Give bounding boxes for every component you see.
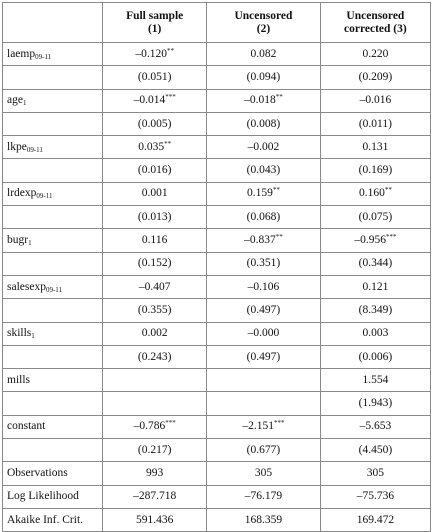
row-variable-cell — [3, 252, 103, 275]
row-value-cell-c3 — [320, 439, 430, 462]
table-row — [3, 439, 431, 462]
row-value-cell-c2 — [207, 485, 321, 508]
row-variable-cell — [3, 159, 103, 182]
row-value-cell-c2 — [207, 159, 321, 182]
significance-stars: ** — [166, 46, 174, 55]
row-value-cell-c1 — [103, 439, 207, 462]
row-value-cell-c1 — [103, 206, 207, 229]
row-value-cell-c1 — [103, 159, 207, 182]
table-row — [3, 229, 431, 252]
row-value: (0.677) — [246, 443, 281, 456]
table-row — [3, 136, 431, 159]
row-value-cell-c3 — [320, 206, 430, 229]
row-variable-cell — [3, 369, 103, 392]
row-variable-name: bugr — [7, 234, 29, 247]
table-row — [3, 369, 431, 392]
row-value: –0.018 — [244, 94, 276, 107]
row-variable-name: Observations — [7, 466, 68, 479]
table-row — [3, 345, 431, 368]
significance-stars: *** — [385, 233, 397, 242]
table-row — [3, 415, 431, 438]
row-value-cell-c3 — [320, 89, 430, 112]
row-variable-subscript: 1 — [22, 99, 27, 108]
header-uncensored-title: Uncensored — [234, 9, 293, 22]
row-value: 0.160 — [358, 187, 385, 200]
row-value-cell-c3 — [320, 322, 430, 345]
row-value: –287.718 — [133, 490, 177, 503]
row-value: 0.001 — [141, 187, 168, 200]
row-value-cell-c2 — [207, 345, 321, 368]
significance-stars: ** — [275, 233, 283, 242]
row-value: (0.152) — [137, 257, 172, 270]
table-row — [3, 159, 431, 182]
row-variable-subscript: 09-11 — [35, 52, 52, 61]
row-value-cell-c1 — [103, 392, 207, 415]
header-full-sample — [103, 3, 207, 43]
row-variable-cell — [3, 485, 103, 508]
row-value: 0.220 — [362, 47, 389, 60]
row-variable-name: lkpe — [7, 140, 27, 153]
row-variable-cell — [3, 43, 103, 66]
row-value-cell-c3 — [320, 392, 430, 415]
table-row — [3, 485, 431, 508]
header-uncensored-corrected-number: corrected (3) — [344, 22, 407, 35]
row-variable-subscript: 09-11 — [45, 285, 63, 294]
table-row — [3, 89, 431, 112]
row-value: (0.209) — [358, 70, 393, 83]
row-variable-name: mills — [7, 373, 31, 386]
table-row — [3, 392, 431, 415]
row-value-cell-c1 — [103, 322, 207, 345]
table-row — [3, 299, 431, 322]
significance-stars: ** — [384, 186, 392, 195]
row-value: –0.786 — [133, 420, 166, 433]
row-value: –0.120 — [135, 47, 167, 60]
row-value: 305 — [254, 466, 273, 479]
significance-stars: *** — [165, 419, 176, 428]
row-value: (0.043) — [246, 164, 281, 177]
row-variable-cell — [3, 415, 103, 438]
row-value: (8.349) — [358, 303, 393, 316]
row-variable-subscript: 1 — [28, 239, 32, 248]
row-value-cell-c1 — [103, 89, 207, 112]
row-variable-subscript: 09-11 — [26, 145, 43, 154]
row-value: 0.159 — [247, 187, 273, 200]
row-value: (0.497) — [246, 303, 281, 316]
row-value: (0.169) — [358, 164, 393, 177]
table-header-row — [3, 3, 431, 43]
row-value-cell-c3 — [320, 345, 430, 368]
row-variable-subscript: 09-11 — [36, 192, 53, 201]
row-value-cell-c2 — [207, 392, 321, 415]
row-value-cell-c3 — [320, 66, 430, 89]
row-value: 1.554 — [362, 373, 389, 386]
row-value: (0.011) — [358, 117, 392, 130]
row-value-cell-c1 — [103, 508, 207, 531]
row-value-cell-c1 — [103, 369, 207, 392]
row-variable-cell — [3, 275, 103, 298]
row-value-cell-c2 — [207, 439, 321, 462]
row-value: 993 — [146, 466, 164, 479]
row-value: –0.000 — [247, 327, 280, 340]
row-value: 168.359 — [244, 513, 283, 526]
row-value: (1.943) — [358, 397, 393, 410]
row-value: 169.472 — [356, 513, 395, 526]
header-uncensored — [207, 3, 321, 43]
row-value: (0.351) — [246, 257, 281, 270]
table-row — [3, 182, 431, 205]
row-value-cell-c2 — [207, 43, 321, 66]
row-value-cell-c1 — [103, 136, 207, 159]
row-value: (0.008) — [246, 117, 281, 130]
row-value-cell-c1 — [103, 112, 207, 135]
row-value-cell-c1 — [103, 229, 207, 252]
row-value-cell-c3 — [320, 252, 430, 275]
regression-table — [2, 2, 431, 532]
row-variable-subscript: 1 — [31, 332, 35, 341]
row-value-cell-c2 — [207, 182, 321, 205]
significance-stars: ** — [275, 93, 283, 102]
table-row — [3, 508, 431, 531]
row-value-cell-c1 — [103, 415, 207, 438]
row-value: 591.436 — [135, 513, 174, 526]
row-value: 0.131 — [362, 140, 389, 153]
row-variable-name: salesexp — [7, 280, 46, 293]
significance-stars: ** — [164, 139, 172, 148]
row-value: (0.051) — [137, 70, 172, 83]
table-row — [3, 66, 431, 89]
row-variable-name: constant — [7, 420, 46, 433]
row-variable-cell — [3, 439, 103, 462]
row-value-cell-c2 — [207, 508, 321, 531]
row-value-cell-c2 — [207, 136, 321, 159]
row-variable-name: age — [7, 94, 23, 107]
row-variable-cell — [3, 136, 103, 159]
row-value: (0.016) — [137, 164, 172, 177]
row-value-cell-c2 — [207, 112, 321, 135]
row-variable-cell — [3, 112, 103, 135]
row-value: (0.013) — [137, 210, 172, 223]
row-value-cell-c3 — [320, 508, 430, 531]
header-full-sample-title: Full sample — [126, 9, 184, 22]
row-value-cell-c3 — [320, 299, 430, 322]
row-value-cell-c3 — [320, 136, 430, 159]
row-value-cell-c1 — [103, 182, 207, 205]
header-uncensored-corrected-title: Uncensored — [346, 9, 405, 22]
table-row — [3, 43, 431, 66]
table-row — [3, 112, 431, 135]
table-row — [3, 322, 431, 345]
row-variable-name: Log Likelihood — [7, 490, 79, 503]
row-variable-cell — [3, 392, 103, 415]
row-value: –5.653 — [359, 420, 392, 433]
header-uncensored-corrected — [320, 3, 430, 43]
row-value: 305 — [366, 466, 384, 479]
row-value: (0.094) — [246, 70, 281, 83]
row-variable-name: skills — [7, 327, 32, 340]
row-value-cell-c1 — [103, 345, 207, 368]
row-value: –0.106 — [247, 280, 280, 293]
row-value: –0.956 — [354, 234, 386, 247]
row-variable-cell — [3, 345, 103, 368]
header-full-sample-number: (1) — [147, 22, 162, 35]
row-value-cell-c1 — [103, 43, 207, 66]
row-value: –0.016 — [359, 94, 392, 107]
header-uncensored-number: (2) — [256, 22, 271, 35]
row-value: –76.179 — [244, 490, 283, 503]
row-value-cell-c3 — [320, 485, 430, 508]
row-value: 0.082 — [250, 47, 277, 60]
row-value: –0.407 — [138, 280, 171, 293]
row-value: –0.002 — [247, 140, 280, 153]
row-value: –2.151 — [242, 420, 274, 433]
row-value-cell-c3 — [320, 229, 430, 252]
row-value-cell-c2 — [207, 89, 321, 112]
row-value-cell-c2 — [207, 206, 321, 229]
row-value-cell-c3 — [320, 43, 430, 66]
significance-stars: *** — [165, 93, 176, 102]
table-row — [3, 206, 431, 229]
row-value-cell-c1 — [103, 275, 207, 298]
row-value-cell-c3 — [320, 369, 430, 392]
row-value-cell-c3 — [320, 159, 430, 182]
row-value-cell-c1 — [103, 485, 207, 508]
significance-stars: ** — [272, 186, 280, 195]
row-value: (0.075) — [358, 210, 393, 223]
row-variable-cell — [3, 182, 103, 205]
row-variable-cell — [3, 299, 103, 322]
row-value: (0.497) — [246, 350, 281, 363]
row-value: –75.736 — [356, 490, 395, 503]
row-value: 0.035 — [138, 140, 165, 153]
row-variable-cell — [3, 462, 103, 485]
row-value: (0.217) — [137, 443, 172, 456]
row-variable-cell — [3, 66, 103, 89]
row-value: 0.002 — [141, 327, 168, 340]
row-value-cell-c2 — [207, 462, 321, 485]
row-value: –0.014 — [133, 94, 166, 107]
row-value: (0.355) — [137, 303, 172, 316]
header-variable — [3, 3, 103, 43]
row-variable-name: lrdexp — [7, 187, 37, 200]
row-value-cell-c2 — [207, 252, 321, 275]
row-variable-cell — [3, 229, 103, 252]
row-variable-name: Akaike Inf. Crit. — [7, 513, 84, 526]
row-value: 0.116 — [141, 234, 168, 247]
row-value: (0.344) — [358, 257, 393, 270]
row-value-cell-c3 — [320, 182, 430, 205]
row-variable-cell — [3, 206, 103, 229]
row-value-cell-c2 — [207, 322, 321, 345]
row-value-cell-c1 — [103, 66, 207, 89]
row-value: (4.450) — [358, 443, 393, 456]
row-value-cell-c1 — [103, 462, 207, 485]
row-variable-cell — [3, 322, 103, 345]
row-value: 0.003 — [362, 327, 389, 340]
row-value-cell-c3 — [320, 415, 430, 438]
row-value-cell-c2 — [207, 66, 321, 89]
row-value: 0.121 — [362, 280, 389, 293]
row-value-cell-c2 — [207, 415, 321, 438]
row-value: (0.005) — [137, 117, 172, 130]
table-body — [3, 43, 431, 532]
row-value-cell-c2 — [207, 369, 321, 392]
row-value: (0.006) — [358, 350, 393, 363]
row-variable-cell — [3, 89, 103, 112]
table-row — [3, 275, 431, 298]
row-value-cell-c2 — [207, 299, 321, 322]
row-value: (0.243) — [137, 350, 172, 363]
row-value-cell-c1 — [103, 299, 207, 322]
row-value: (0.068) — [246, 210, 281, 223]
row-value: –0.837 — [244, 234, 276, 247]
row-value-cell-c1 — [103, 252, 207, 275]
significance-stars: *** — [274, 419, 285, 428]
row-value-cell-c3 — [320, 112, 430, 135]
row-variable-name: laemp — [7, 47, 36, 60]
table-row — [3, 252, 431, 275]
row-value-cell-c3 — [320, 462, 430, 485]
row-value-cell-c2 — [207, 229, 321, 252]
row-variable-cell — [3, 508, 103, 531]
row-value-cell-c2 — [207, 275, 321, 298]
table-row — [3, 462, 431, 485]
row-value-cell-c3 — [320, 275, 430, 298]
